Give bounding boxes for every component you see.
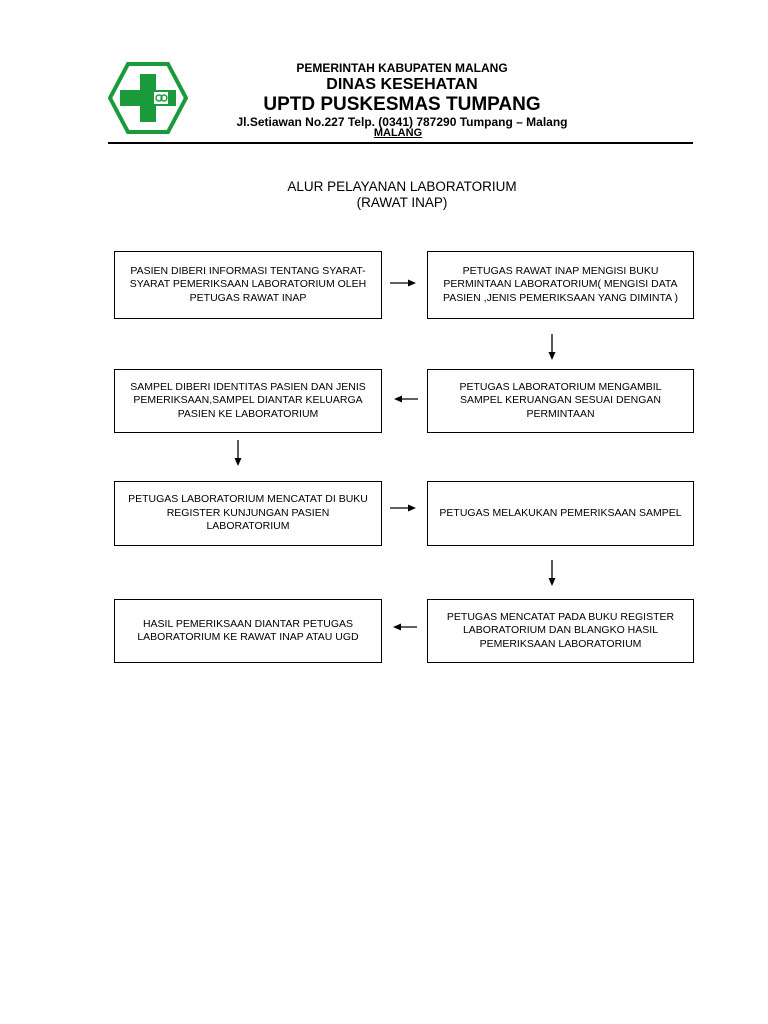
arrow-down-icon <box>547 334 557 360</box>
header-department-name: DINAS KESEHATAN <box>326 76 478 93</box>
flow-step-7: PETUGAS MENCATAT PADA BUKU REGISTER LABORATORIUM DAN BLANGKO HASIL PEMERIKSAAN LABORATORIUM <box>427 599 694 663</box>
flow-step-2: PETUGAS RAWAT INAP MENGISI BUKU PERMINTAAN LABORATORIUM( MENGISI DATA PASIEN ,JENIS PEMERIKSAAN YANG DIMINTA ) <box>427 251 694 319</box>
arrow-right-icon <box>390 503 416 513</box>
header-divider <box>108 142 693 144</box>
arrow-left-icon <box>393 622 417 632</box>
arrow-left-icon <box>394 394 418 404</box>
header-address: Jl.Setiawan No.227 Telp. (0341) 787290 Tumpang – Malang <box>236 115 568 129</box>
flow-step-3: PETUGAS LABORATORIUM MENGAMBIL SAMPEL KERUANGAN SESUAI DENGAN PERMINTAAN <box>427 369 694 433</box>
header-city: MALANG <box>373 127 423 139</box>
document-title: ALUR PELAYANAN LABORATORIUM <box>287 179 517 194</box>
flow-step-6: PETUGAS MELAKUKAN PEMERIKSAAN SAMPEL <box>427 481 694 546</box>
flow-step-5: PETUGAS LABORATORIUM MENCATAT DI BUKU REGISTER KUNJUNGAN PASIEN LABORATORIUM <box>114 481 382 546</box>
flow-step-4: SAMPEL DIBERI IDENTITAS PASIEN DAN JENIS PEMERIKSAAN,SAMPEL DIANTAR KELUARGA PASIEN KE LABORATORIUM <box>114 369 382 433</box>
flow-step-1: PASIEN DIBERI INFORMASI TENTANG SYARAT-SYARAT PEMERIKSAAN LABORATORIUM OLEH PETUGAS RAWAT INAP <box>114 251 382 319</box>
arrow-right-icon <box>390 278 416 288</box>
header-government-name: PEMERINTAH KABUPATEN MALANG <box>296 61 508 75</box>
header-institution-name: UPTD PUSKESMAS TUMPANG <box>263 94 541 115</box>
arrow-down-icon <box>233 440 243 466</box>
flow-step-8: HASIL PEMERIKSAAN DIANTAR PETUGAS LABORATORIUM KE RAWAT INAP ATAU UGD <box>114 599 382 663</box>
arrow-down-icon <box>547 560 557 586</box>
document-subtitle: (RAWAT INAP) <box>356 195 448 210</box>
